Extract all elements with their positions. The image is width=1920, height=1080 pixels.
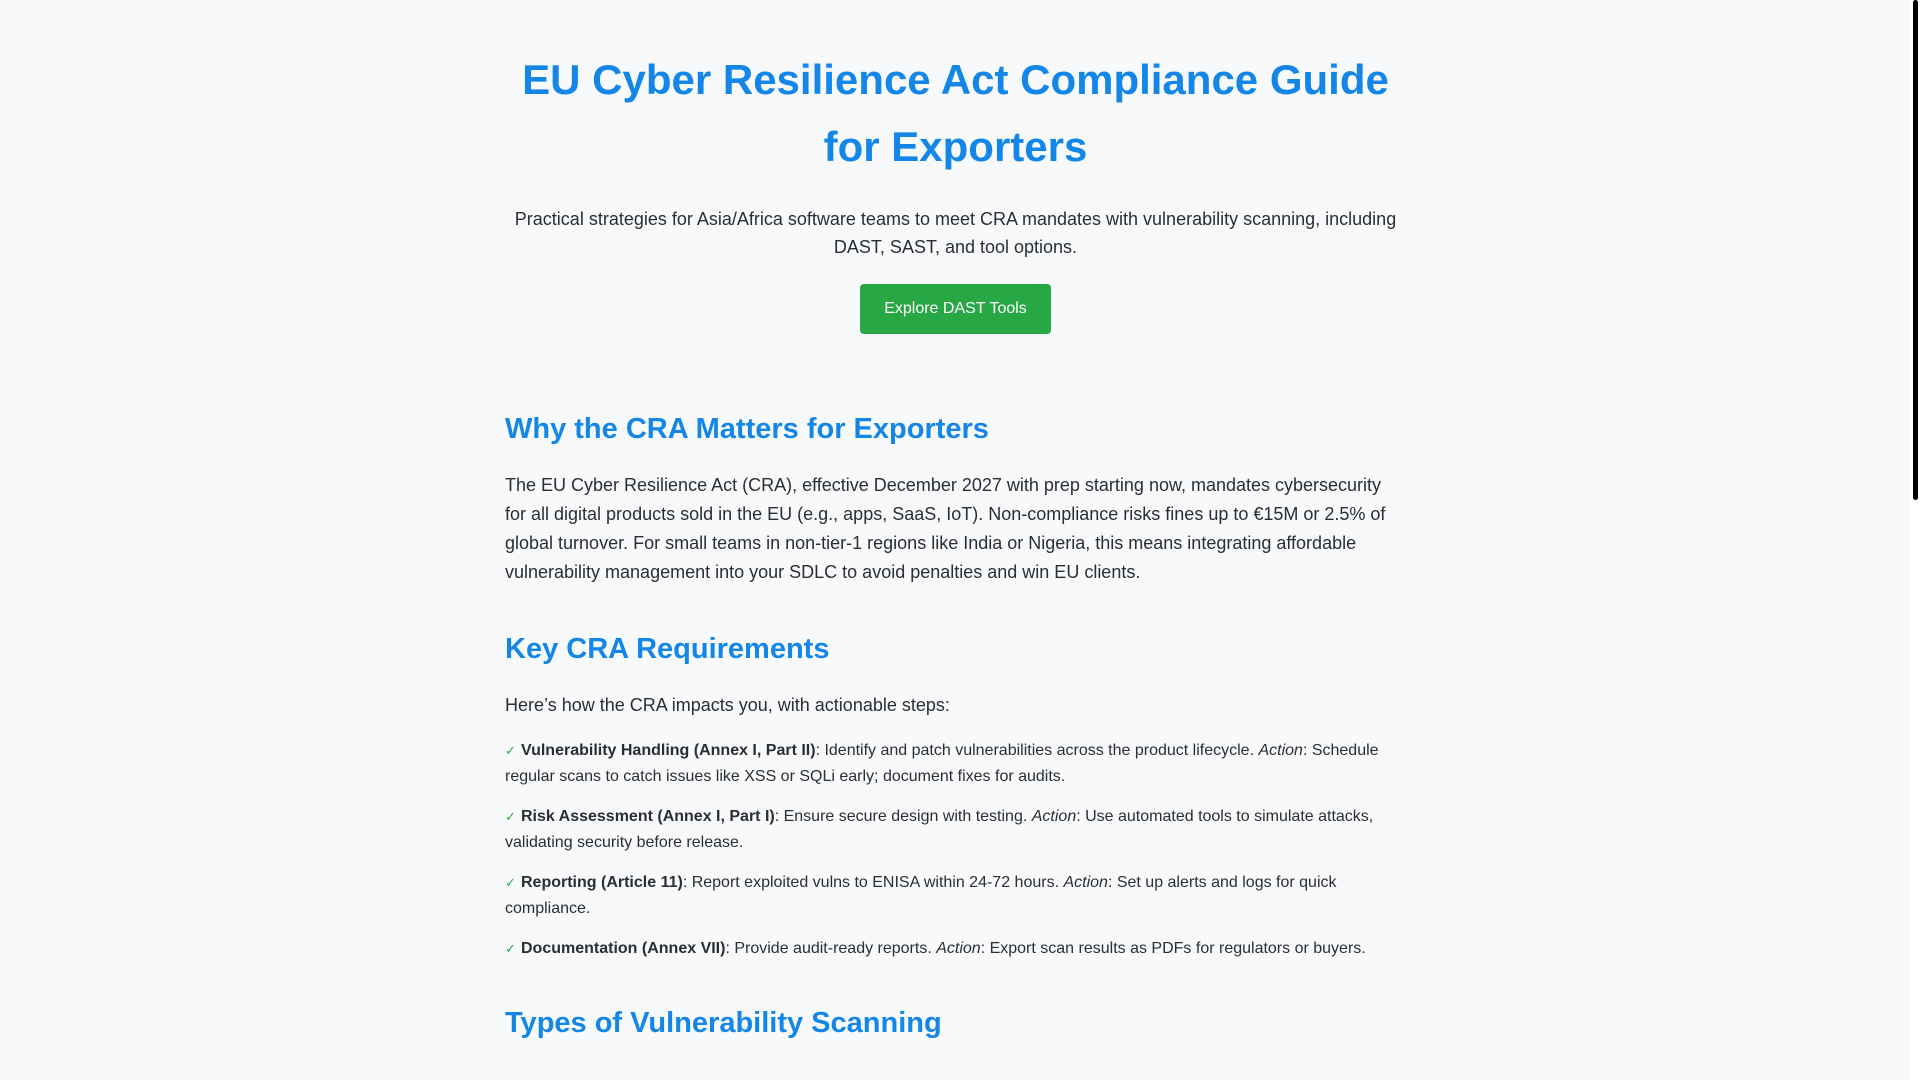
hero-section <box>501 0 1411 334</box>
check-icon: ✓ <box>505 941 516 956</box>
key-requirements-intro: Here’s how the CRA impacts you, with actionable steps: <box>505 695 950 715</box>
requirement-description: : Provide audit-ready reports. <box>725 940 937 957</box>
why-cra-heading: Why the CRA Matters for Exporters <box>505 413 989 445</box>
scanning-types-section <box>505 1004 1405 1042</box>
action-label: Action <box>936 940 981 957</box>
key-requirements-heading: Key CRA Requirements <box>505 633 830 665</box>
requirement-item-risk-assessment <box>505 804 1405 856</box>
action-label: Action <box>1258 742 1303 759</box>
action-label: Action <box>1031 808 1077 825</box>
action-text: : Use automated tools to simulate attacks, validating security before release. <box>505 808 1374 851</box>
scrollbar-thumb[interactable] <box>1913 0 1918 500</box>
action-text: : Schedule regular scans to catch issues like XSS or SQLi early; document fixes for audits. <box>505 742 1379 785</box>
main-content <box>505 410 1405 1042</box>
requirement-item-reporting <box>505 870 1405 922</box>
explore-dast-tools-button[interactable]: Explore DAST Tools <box>860 284 1051 334</box>
action-text: : Set up alerts and logs for quick compliance. <box>505 874 1337 917</box>
why-cra-paragraph: The EU Cyber Resilience Act (CRA), effective December 2027 with prep starting now, mandates cybersecurity for all digital products sold in the EU (e.g., apps, SaaS, IoT). Non-compliance risks fines up to €15M or 2.5% of global turnover. For small teams in non-tier-1 regions like India or Nigeria, this means integrating affordable vulnerability management into your SDLC to avoid penalties and win EU clients. <box>505 475 1386 582</box>
requirement-title: Documentation (Annex VII) <box>521 940 726 957</box>
why-cra-section <box>505 410 1405 587</box>
page-title: EU Cyber Resilience Act Compliance Guide for Exporters <box>522 56 1389 170</box>
check-icon: ✓ <box>505 875 516 890</box>
requirement-title: Risk Assessment (Annex I, Part I) <box>521 808 775 825</box>
action-text: : Export scan results as PDFs for regulators or buyers. <box>980 940 1366 957</box>
requirement-item-vulnerability-handling <box>505 738 1405 790</box>
requirement-title: Reporting (Article 11) <box>521 874 683 891</box>
key-requirements-section <box>505 630 1405 962</box>
page-subtitle: Practical strategies for Asia/Africa software teams to meet CRA mandates with vulnerability scanning, including DAST, SAST, and tool options. <box>514 209 1397 257</box>
requirements-list <box>505 738 1405 962</box>
action-label: Action <box>1063 874 1108 891</box>
requirement-description: : Report exploited vulns to ENISA within 24-72 hours. <box>682 874 1064 891</box>
requirement-item-documentation <box>505 936 1405 962</box>
vertical-scrollbar[interactable] <box>1911 0 1920 1080</box>
check-icon: ✓ <box>505 743 516 758</box>
scanning-types-heading: Types of Vulnerability Scanning <box>505 1007 942 1039</box>
requirement-description: : Identify and patch vulnerabilities across the product lifecycle. <box>815 742 1259 759</box>
requirement-title: Vulnerability Handling (Annex I, Part II) <box>521 742 816 759</box>
check-icon: ✓ <box>505 809 516 824</box>
requirement-description: : Ensure secure design with testing. <box>774 808 1032 825</box>
